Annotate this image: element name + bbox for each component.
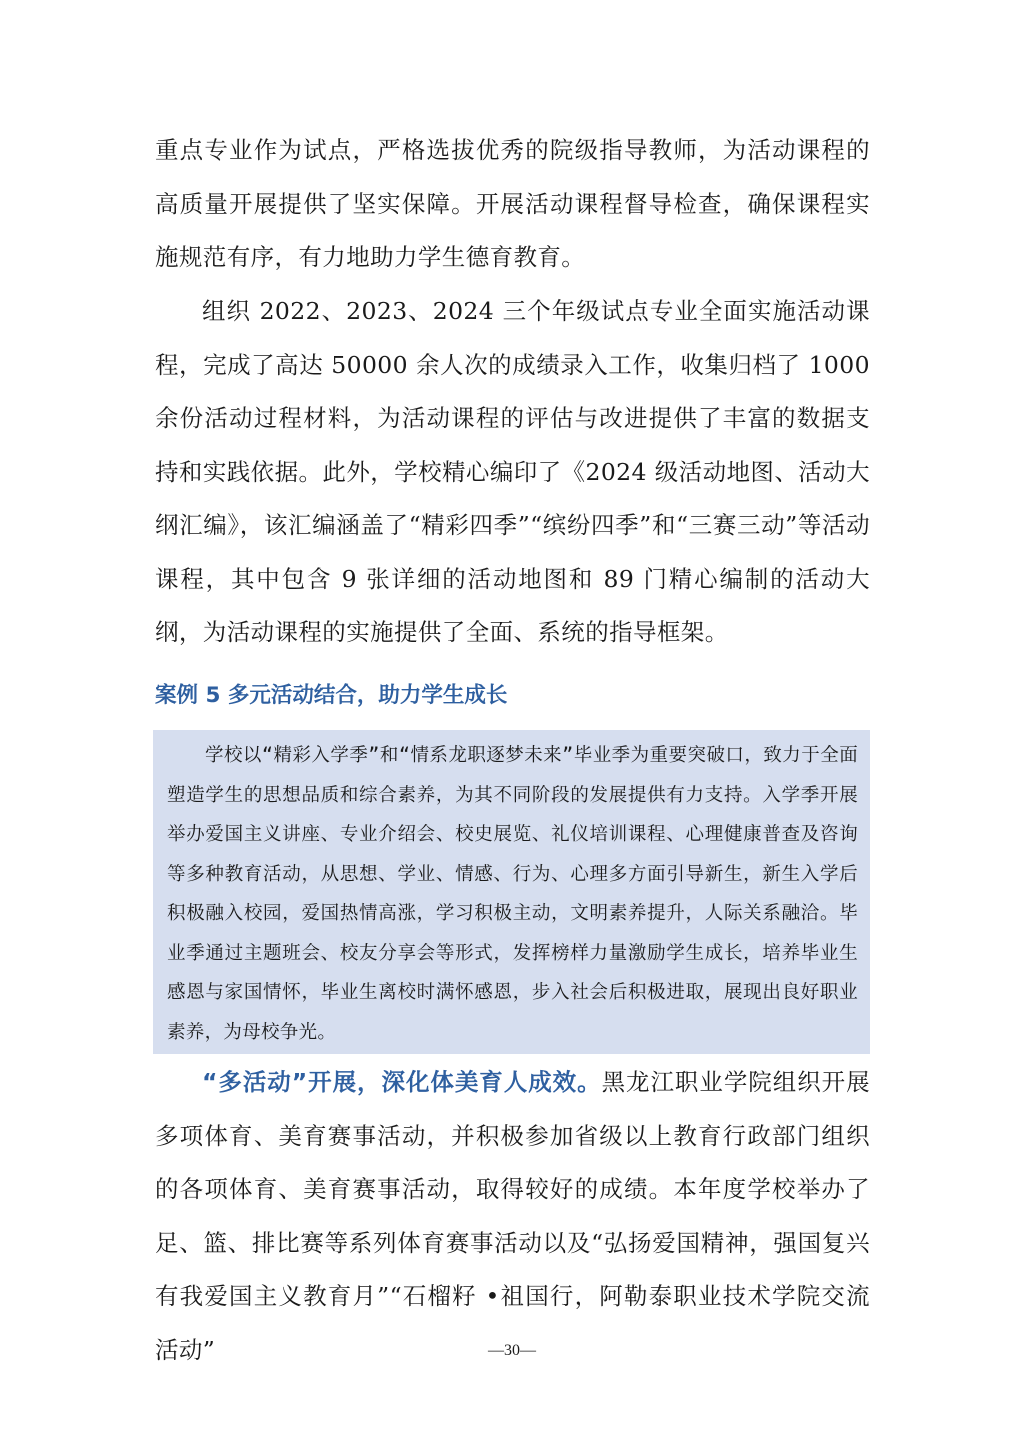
page-number: —30—	[488, 1342, 536, 1359]
paragraph-2: 组织 2022、2023、2024 三个年级试点专业全面实施活动课程，完成了高达 50000 余人次的成绩录入工作，收集归档了 1000 余份活动过程材料，为活动课程的评估与改进提供了丰富的数据支持和实践依据。此外，学校精心编印了《2024 级活动地图、活动大纲汇编》，该汇编涵盖了“精彩四季”“缤纷四季”和“三赛三动”等活动课程，其中包含 9 张详细的活动地图和 89 门精心编制的活动大纲，为活动课程的实施提供了全面、系统的指导框架。	[155, 297, 870, 646]
case-body-text: 学校以“精彩入学季”和“情系龙职逐梦未来”毕业季为重要突破口，致力于全面塑造学生的思想品质和综合素养，为其不同阶段的发展提供有力支持。入学季开展举办爱国主义讲座、专业介绍会、校史展览、礼仪培训课程、心理健康普查及咨询等多种教育活动，从思想、学业、情感、行为、心理多方面引导新生，新生入学后积极融入校园，爱国热情高涨，学习积极主动，文明素养提升，人际关系融洽。毕业季通过主题班会、校友分享会等形式，发挥榜样力量激励学生成长，培养毕业生感恩与家国情怀，毕业生离校时满怀感恩，步入社会后积极进取，展现出良好职业素养，为母校争光。	[167, 745, 858, 1043]
paragraph-3-body: 黑龙江职业学院组织开展多项体育、美育赛事活动，并积极参加省级以上教育行政部门组织的各项体育、美育赛事活动，取得较好的成绩。本年度学校举办了足、篮、排比赛等系列体育赛事活动以及“弘扬爱国精神，强国复兴有我爱国主义教育月”“石榴籽 •祖国行，阿勒泰职业技术学院交流活动”	[155, 1068, 870, 1364]
paragraph-1: 重点专业作为试点，严格选拔优秀的院级指导教师，为活动课程的高质量开展提供了坚实保障。开展活动课程督导检查，确保课程实施规范有序，有力地助力学生德育教育。	[155, 136, 870, 271]
paragraph-3	[155, 1056, 870, 1377]
case-box	[153, 730, 870, 1054]
section-lead-heading: “多活动”开展，深化体美育人成效。	[202, 1068, 602, 1096]
case-heading: 案例 5 多元活动结合，助力学生成长	[155, 683, 508, 708]
